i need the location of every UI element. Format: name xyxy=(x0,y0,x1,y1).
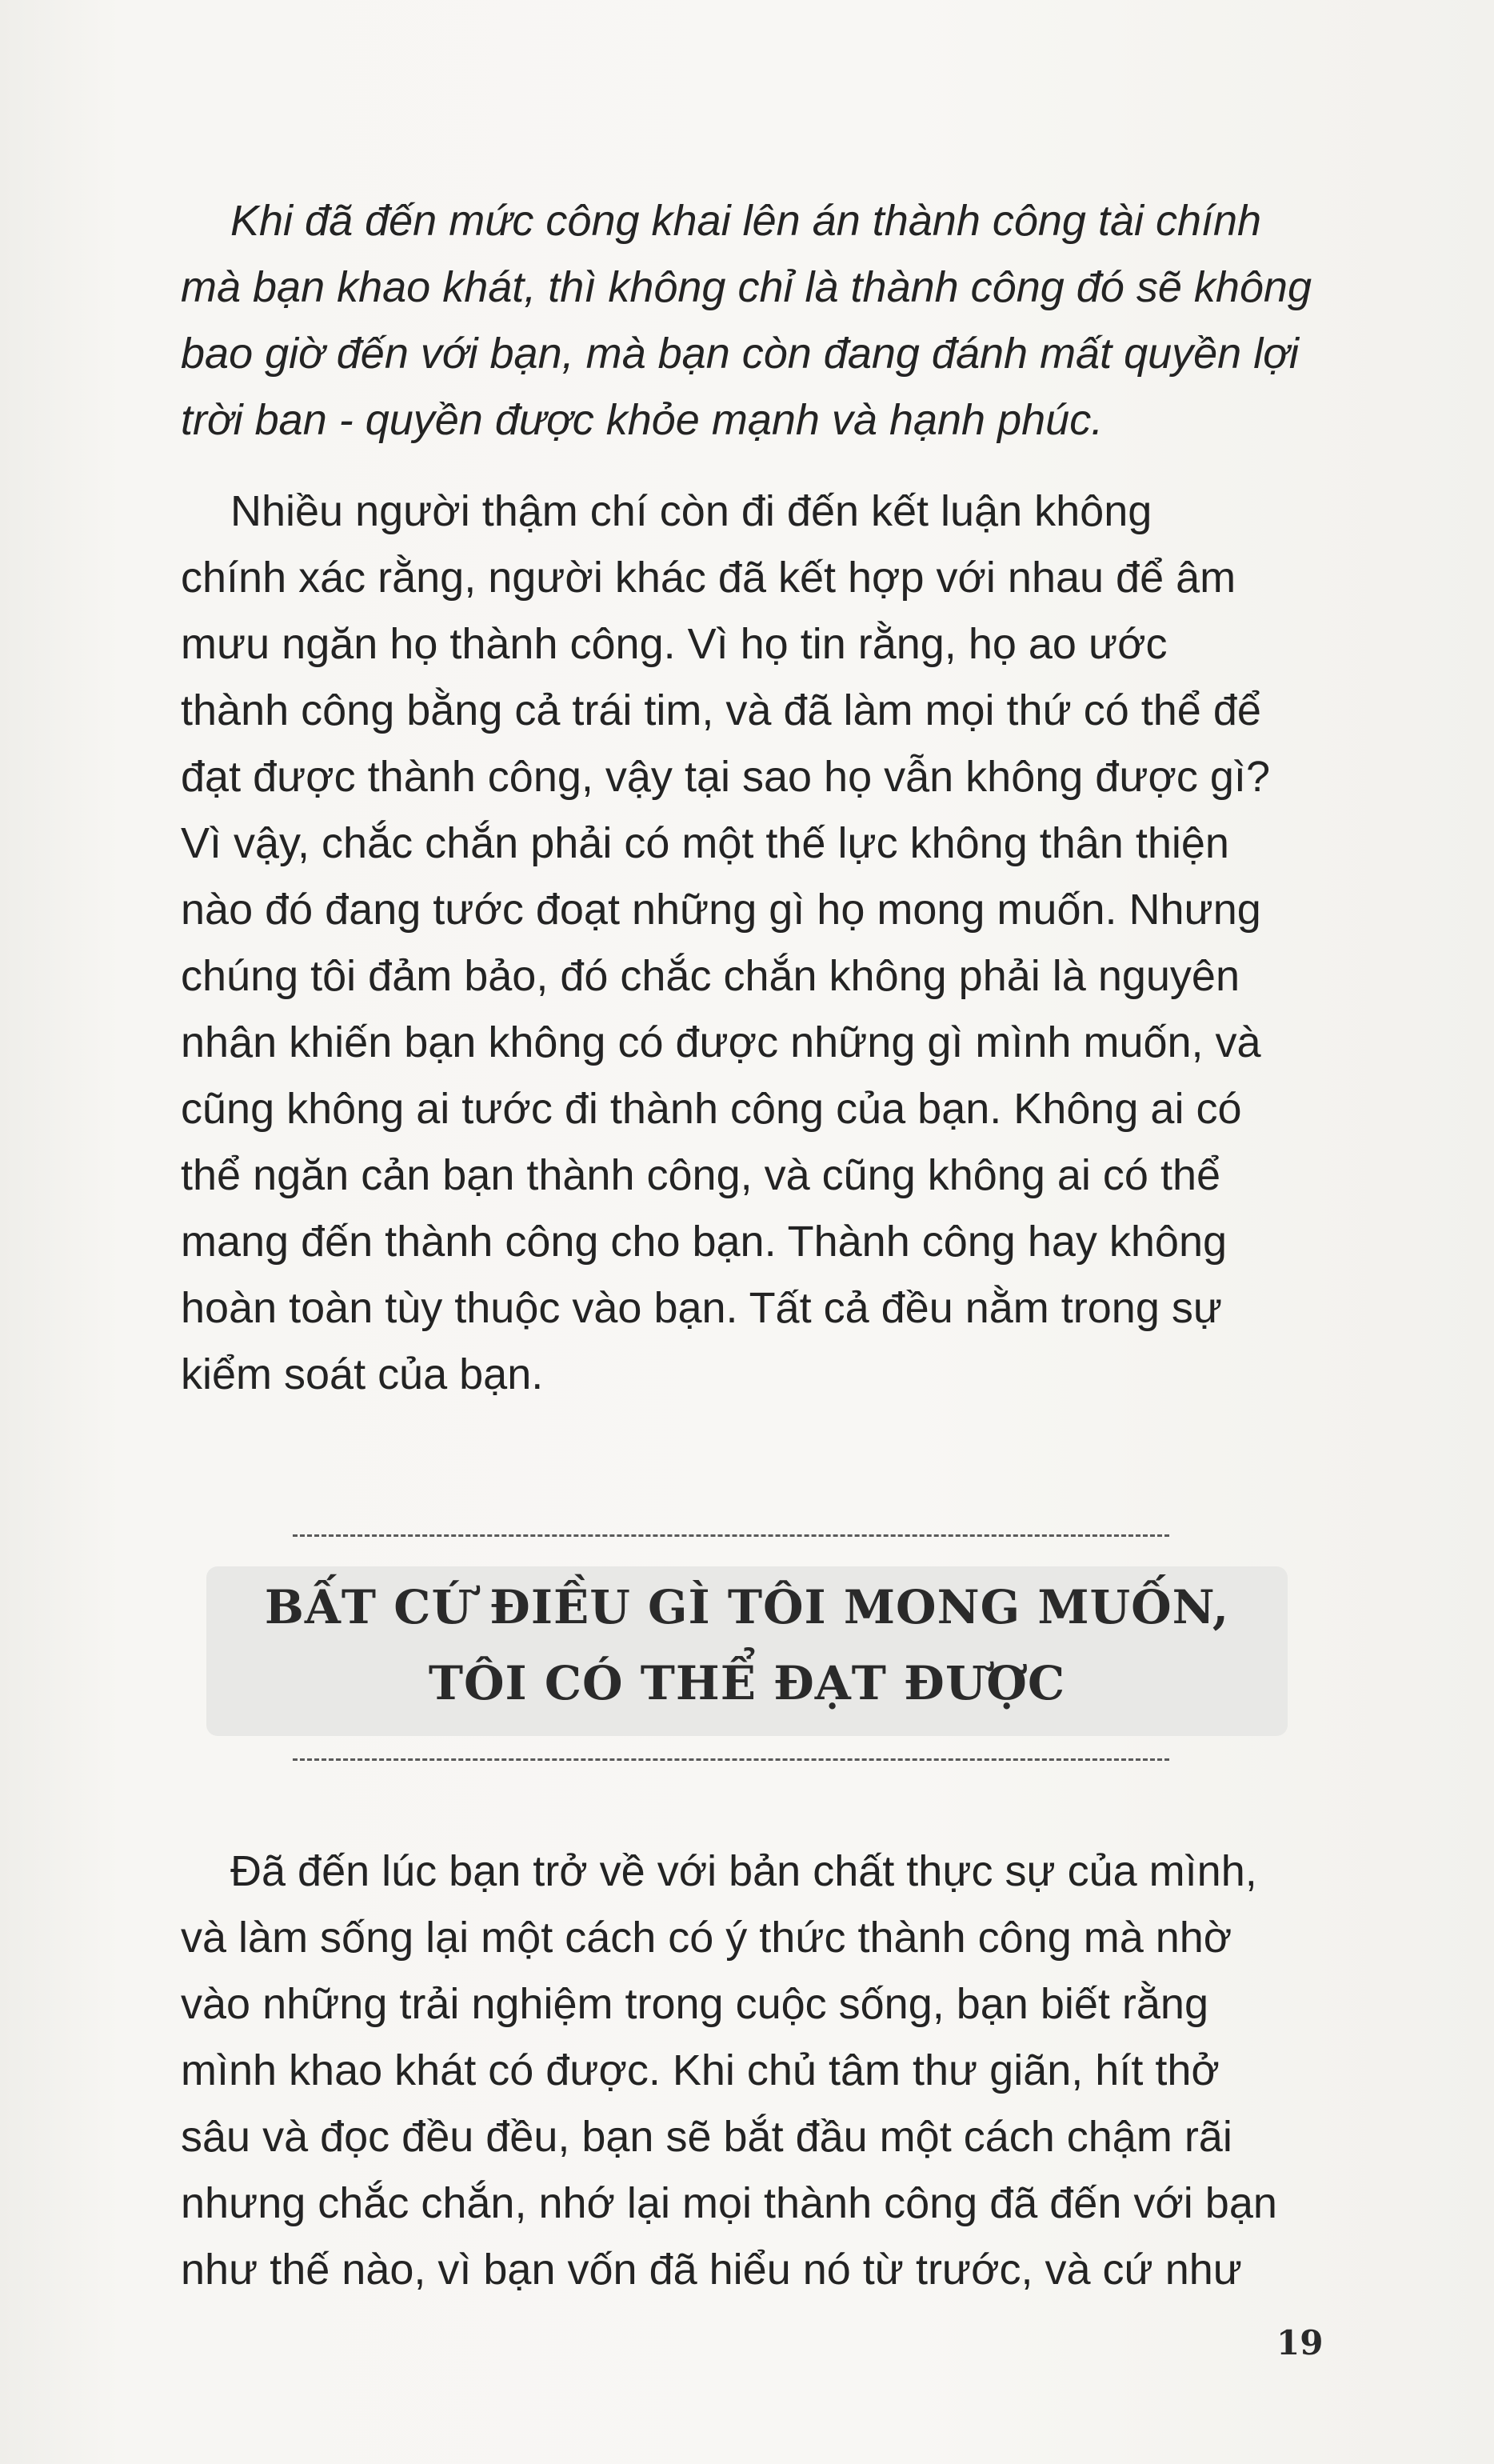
paragraph-line: trời ban - quyền được khỏe mạnh và hạnh phúc. xyxy=(181,396,1104,444)
paragraph-line: đạt được thành công, vậy tại sao họ vẫn không được gì? xyxy=(181,753,1270,801)
body-paragraph xyxy=(181,1838,1339,2303)
paragraph-line: mưu ngăn họ thành công. Vì họ tin rằng, họ ao ước xyxy=(181,620,1168,668)
italic-paragraph xyxy=(181,188,1339,454)
paragraph-line: Khi đã đến mức công khai lên án thành công tài chính xyxy=(230,197,1262,245)
paragraph-line: vào những trải nghiệm trong cuộc sống, bạn biết rằng xyxy=(181,1980,1208,2028)
section-heading-line-2: TÔI CÓ THỂ ĐẠT ĐƯỢC xyxy=(428,1656,1066,1710)
paragraph-line: chúng tôi đảm bảo, đó chắc chắn không phải là nguyên xyxy=(181,952,1240,1000)
dashed-divider-top xyxy=(293,1534,1169,1537)
paragraph-line: nhân khiến bạn không có được những gì mình muốn, và xyxy=(181,1018,1261,1066)
paragraph-line: kiểm soát của bạn. xyxy=(181,1350,544,1398)
paragraph-line: thể ngăn cản bạn thành công, và cũng không ai có thể xyxy=(181,1151,1221,1199)
body-paragraph xyxy=(181,478,1339,1408)
paragraph-line: mình khao khát có được. Khi chủ tâm thư giãn, hít thở xyxy=(181,2046,1220,2094)
paragraph-line: mang đến thành công cho bạn. Thành công hay không xyxy=(181,1218,1228,1266)
page-number: 19 xyxy=(1276,2323,1324,2362)
paragraph-line: như thế nào, vì bạn vốn đã hiểu nó từ trước, và cứ như xyxy=(181,2246,1242,2294)
paragraph-line: hoàn toàn tùy thuộc vào bạn. Tất cả đều nằm trong sự xyxy=(181,1284,1223,1332)
paragraph-line: và làm sống lại một cách có ý thức thành công mà nhờ xyxy=(181,1914,1232,1962)
paragraph-line: Đã đến lúc bạn trở về với bản chất thực sự của mình, xyxy=(230,1847,1257,1895)
dashed-divider-bottom xyxy=(293,1758,1169,1761)
paragraph-line: bao giờ đến với bạn, mà bạn còn đang đánh mất quyền lợi xyxy=(181,330,1299,378)
paragraph-line: mà bạn khao khát, thì không chỉ là thành công đó sẽ không xyxy=(181,263,1312,311)
section-heading-line-1: BẤT CỨ ĐIỀU GÌ TÔI MONG MUỐN, xyxy=(264,1580,1230,1634)
paragraph-line: nào đó đang tước đoạt những gì họ mong muốn. Nhưng xyxy=(181,886,1261,934)
paragraph-line: thành công bằng cả trái tim, và đã làm mọi thứ có thể để xyxy=(181,686,1261,734)
paragraph-line: nhưng chắc chắn, nhớ lại mọi thành công đã đến với bạn xyxy=(181,2179,1277,2227)
paragraph-line: cũng không ai tước đi thành công của bạn. Không ai có xyxy=(181,1085,1242,1133)
paragraph-line: chính xác rằng, người khác đã kết hợp với nhau để âm xyxy=(181,554,1236,602)
paragraph-line: Nhiều người thậm chí còn đi đến kết luận không xyxy=(230,487,1152,535)
paragraph-line: sâu và đọc đều đều, bạn sẽ bắt đầu một cách chậm rãi xyxy=(181,2113,1232,2161)
paragraph-line: Vì vậy, chắc chắn phải có một thế lực không thân thiện xyxy=(181,819,1229,867)
